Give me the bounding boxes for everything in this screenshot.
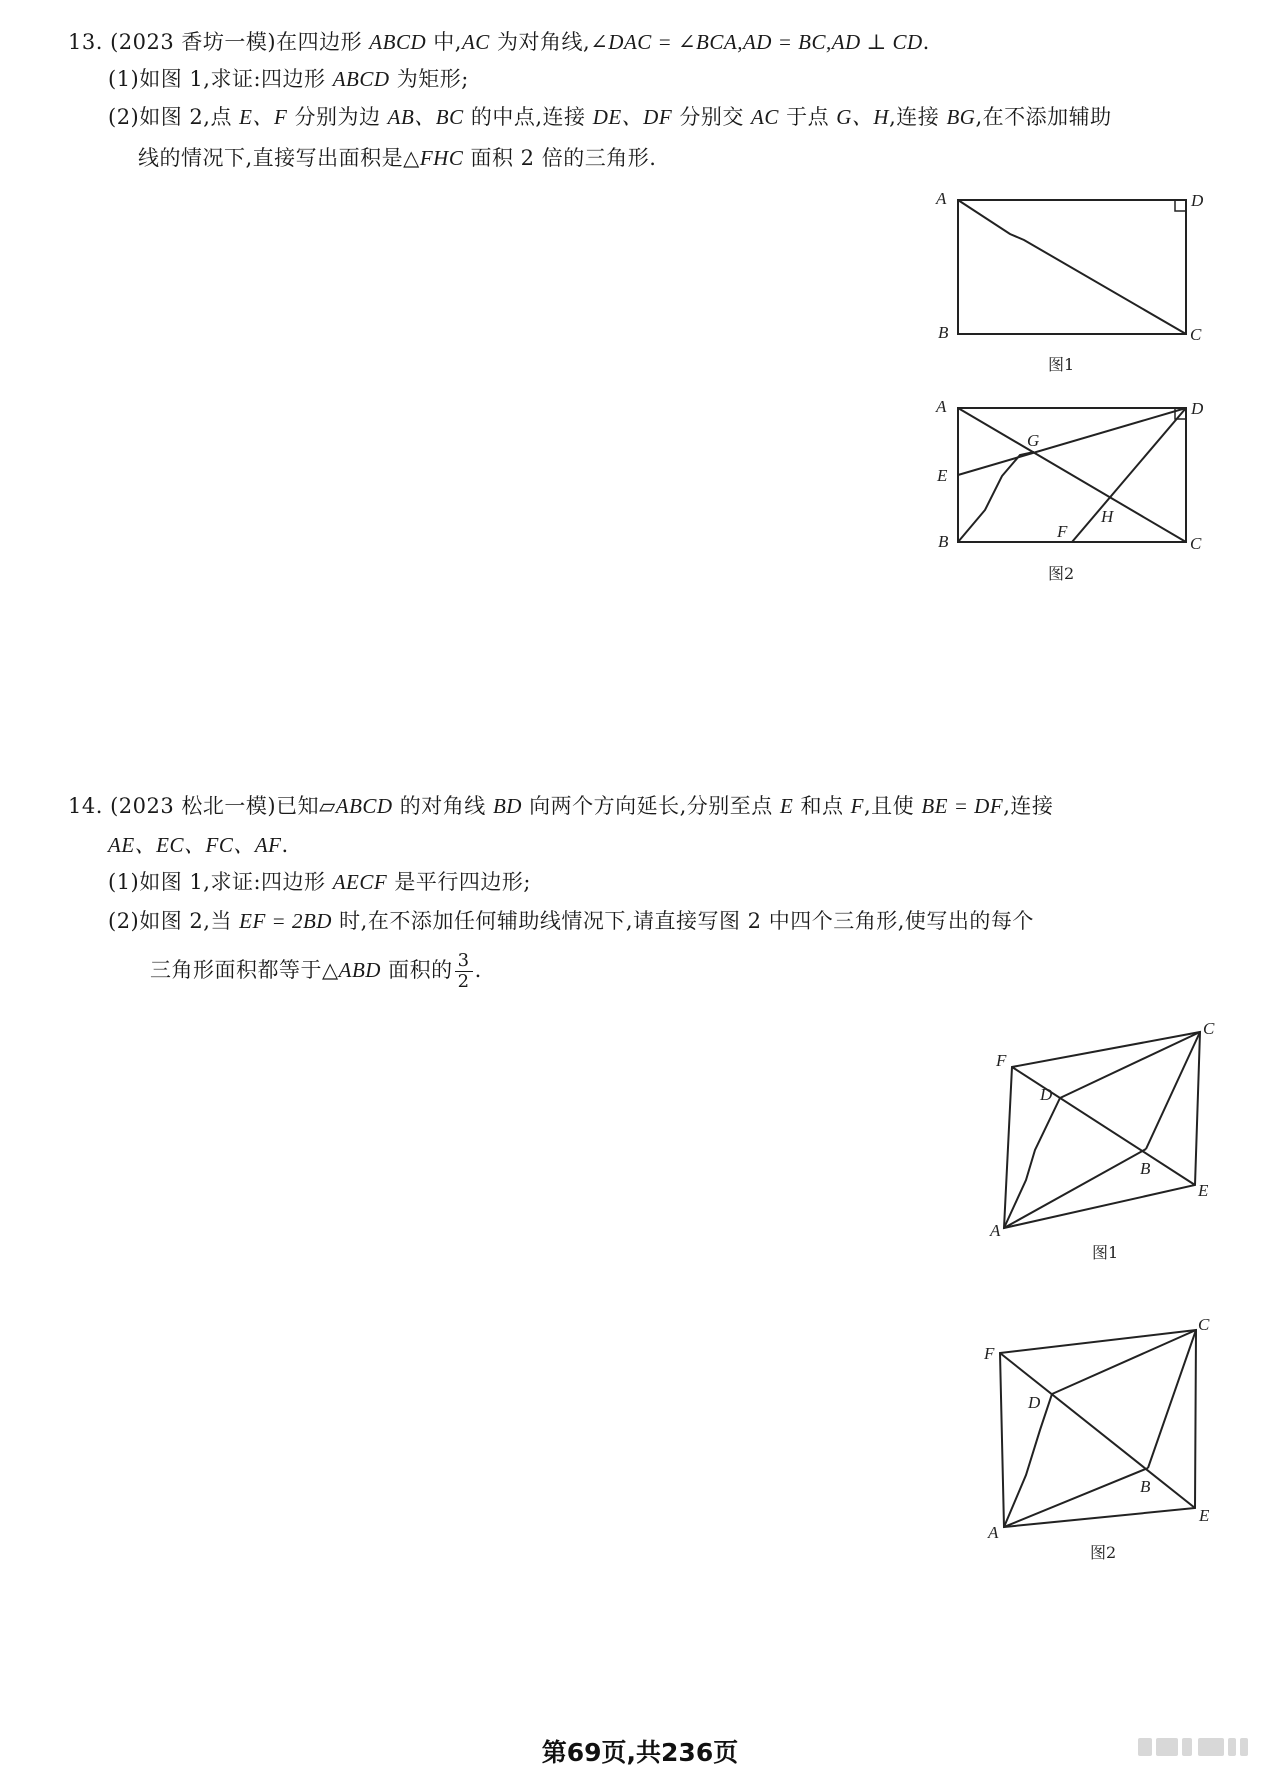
segment-cd (1060, 1032, 1200, 1098)
p14-source: (2023 松北一模) (110, 794, 277, 818)
label-e: E (1198, 1181, 1209, 1200)
p14-part2-line1: (2)如图 2,当 EF = 2BD 时,在不添加任何辅助线情况下,请直接写图 2 中四个三角形,使写出的每个 (108, 909, 1034, 933)
label-b: B (1140, 1477, 1151, 1496)
p13-fig1-caption: 图1 (1048, 355, 1075, 374)
p14-fig2-caption: 图2 (1090, 1543, 1117, 1562)
segment-bc (1148, 1330, 1196, 1468)
label-b: B (1140, 1159, 1151, 1178)
p14-part1: (1)如图 1,求证:四边形 AECF 是平行四边形; (108, 870, 531, 894)
label-a: A (936, 189, 947, 208)
p14-number: 14. (68, 794, 103, 818)
p13-fig2-caption: 图2 (1048, 564, 1075, 583)
p14-part2-line2: 三角形面积都等于△ABD 面积的 $\frac{3}{2}$ . (150, 950, 482, 992)
p13-part2-line1: (2)如图 2,点 E、F 分别为边 AB、BC 的中点,连接 DE、DF 分别交 AC 于点 G、H,连接 BG,在不添加辅助 (108, 105, 1112, 129)
parallelogram-aecf (1004, 1032, 1200, 1228)
p13-figure-1 (930, 185, 1204, 344)
right-angle-mark (1175, 200, 1186, 211)
p14-figure-2 (980, 1315, 1210, 1550)
label-c: C (1190, 534, 1202, 553)
diagonal-fe (1000, 1353, 1195, 1508)
p14-stem: 14. (2023 松北一模)已知▱ABCD 的对角线 BD 向两个方向延长,分别至点 E 和点 F,且使 BE = DF,连接 (68, 794, 1054, 818)
label-d: D (1040, 1085, 1053, 1104)
p13-figure-2 (930, 395, 1204, 553)
label-c: C (1198, 1315, 1210, 1334)
page-number-footer: 第69页,共236页 (541, 1738, 739, 1767)
p13-source: (2023 香坊一模) (110, 30, 277, 54)
p13-part1: (1)如图 1,求证:四边形 ABCD 为矩形; (108, 67, 469, 91)
p14-stem-line2: AE、EC、FC、AF. (108, 833, 289, 857)
segment-bg (958, 452, 1034, 542)
label-g: G (1027, 431, 1040, 450)
label-h: H (1101, 507, 1114, 526)
diagonal-ac (958, 200, 1186, 334)
p13-part2-line2: 线的情况下,直接写出面积是△FHC 面积 2 倍的三角形. (138, 146, 657, 170)
segment-da (1004, 1098, 1060, 1228)
segment-de (958, 408, 1186, 475)
label-f: F (984, 1344, 995, 1363)
label-e: E (1199, 1506, 1210, 1525)
label-e: E (937, 466, 948, 485)
label-a: A (990, 1221, 1001, 1240)
label-d: D (1191, 399, 1204, 418)
label-a: A (936, 397, 947, 416)
label-c: C (1190, 325, 1202, 344)
diagonal-ac (958, 408, 1186, 542)
watermark-bars (1138, 1738, 1248, 1758)
p13-stem: 13. (2023 香坊一模)在四边形 ABCD 中,AC 为对角线,∠DAC = ∠BCA,AD = BC,AD ⊥ CD. (68, 30, 930, 54)
segment-df (1072, 408, 1186, 542)
segment-cd (1052, 1330, 1196, 1394)
segment-bc (1146, 1032, 1200, 1149)
parallelogram-aecf (1000, 1330, 1196, 1527)
fraction-three-halves: $\frac{3}{2}$ (455, 951, 473, 992)
label-f: F (1057, 522, 1068, 541)
label-d: D (1191, 191, 1204, 210)
p14-fig1-caption: 图1 (1092, 1243, 1119, 1262)
label-d: D (1028, 1393, 1041, 1412)
p14-figure-1 (990, 1010, 1215, 1240)
label-f: F (996, 1051, 1007, 1070)
label-a: A (988, 1523, 999, 1542)
p13-number: 13. (68, 30, 103, 54)
segment-ab (1004, 1149, 1146, 1228)
segment-da (1004, 1394, 1052, 1527)
label-b: B (938, 532, 949, 551)
label-c: C (1203, 1019, 1215, 1038)
label-b: B (938, 323, 949, 342)
